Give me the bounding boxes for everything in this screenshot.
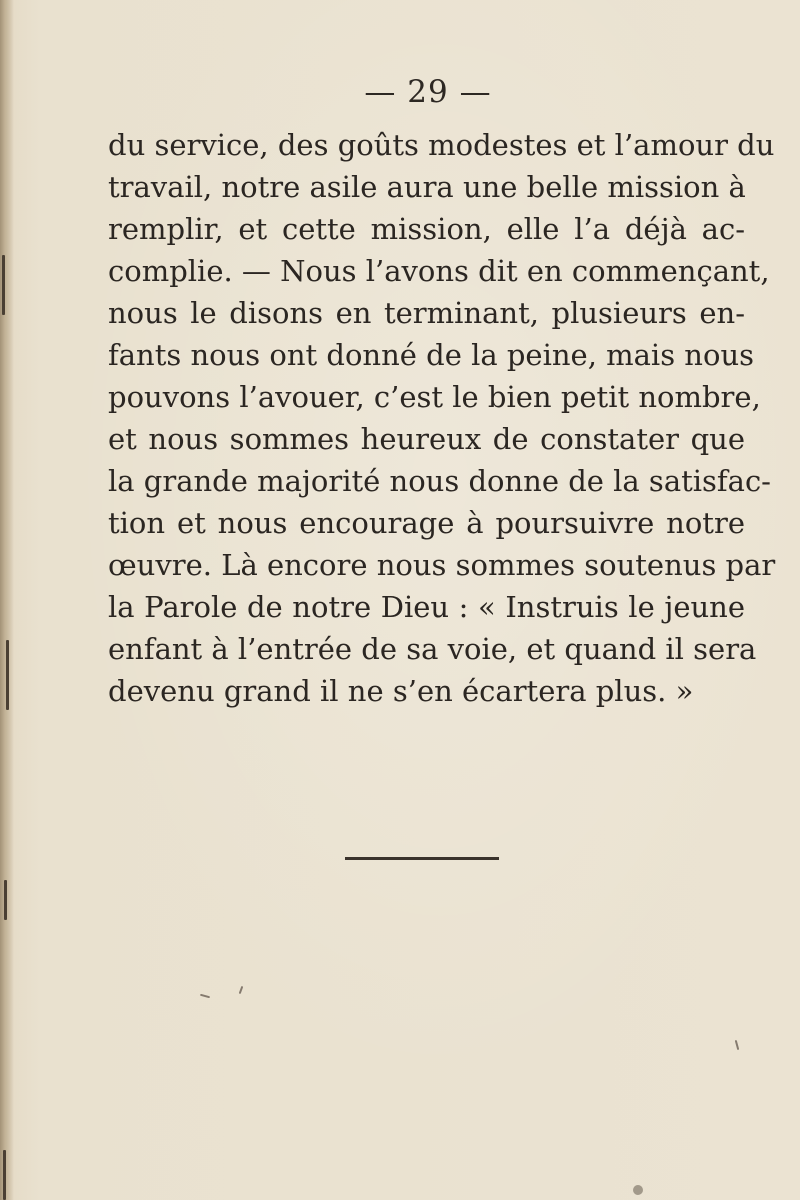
text-line: complie. — Nous l’avons dit en commençant, [108, 254, 770, 288]
text-line: la grande majorité nous donne de la satisfac- [108, 464, 771, 498]
text-line: pouvons l’avouer, c’est le bien petit nombre, [108, 380, 761, 414]
text-line: enfant à l’entrée de sa voie, et quand il sera [108, 632, 757, 666]
paper-speck [200, 994, 210, 999]
text-line: œuvre. Là encore nous sommes soutenus par [108, 548, 776, 582]
paper-speck [735, 1040, 740, 1050]
closing-rule [345, 857, 499, 860]
text-line: et nous sommes heureux de constater que [108, 422, 745, 456]
edge-mark [2, 255, 5, 315]
text-line: tion et nous encourage à poursuivre notre [108, 506, 745, 540]
text-line: du service, des goûts modestes et l’amour du [108, 128, 775, 162]
text-line: remplir, et cette mission, elle l’a déjà ac- [108, 212, 745, 246]
page-binding-edge [0, 0, 14, 1200]
text-line: fants nous ont donné de la peine, mais nous [108, 338, 755, 372]
edge-mark [4, 880, 7, 920]
page-number: — 29 — [364, 74, 492, 110]
text-line: nous le disons en terminant, plusieurs en- [108, 296, 745, 330]
edge-mark [3, 1150, 6, 1200]
text-line: la Parole de notre Dieu : « Instruis le jeune [108, 590, 745, 624]
body-text [108, 124, 776, 712]
paper-speck [239, 986, 244, 994]
text-line: travail, notre asile aura une belle mission à [108, 170, 746, 204]
text-line: devenu grand il ne s’en écartera plus. » [108, 674, 694, 708]
edge-mark [6, 640, 9, 710]
paper-speck [633, 1185, 643, 1195]
